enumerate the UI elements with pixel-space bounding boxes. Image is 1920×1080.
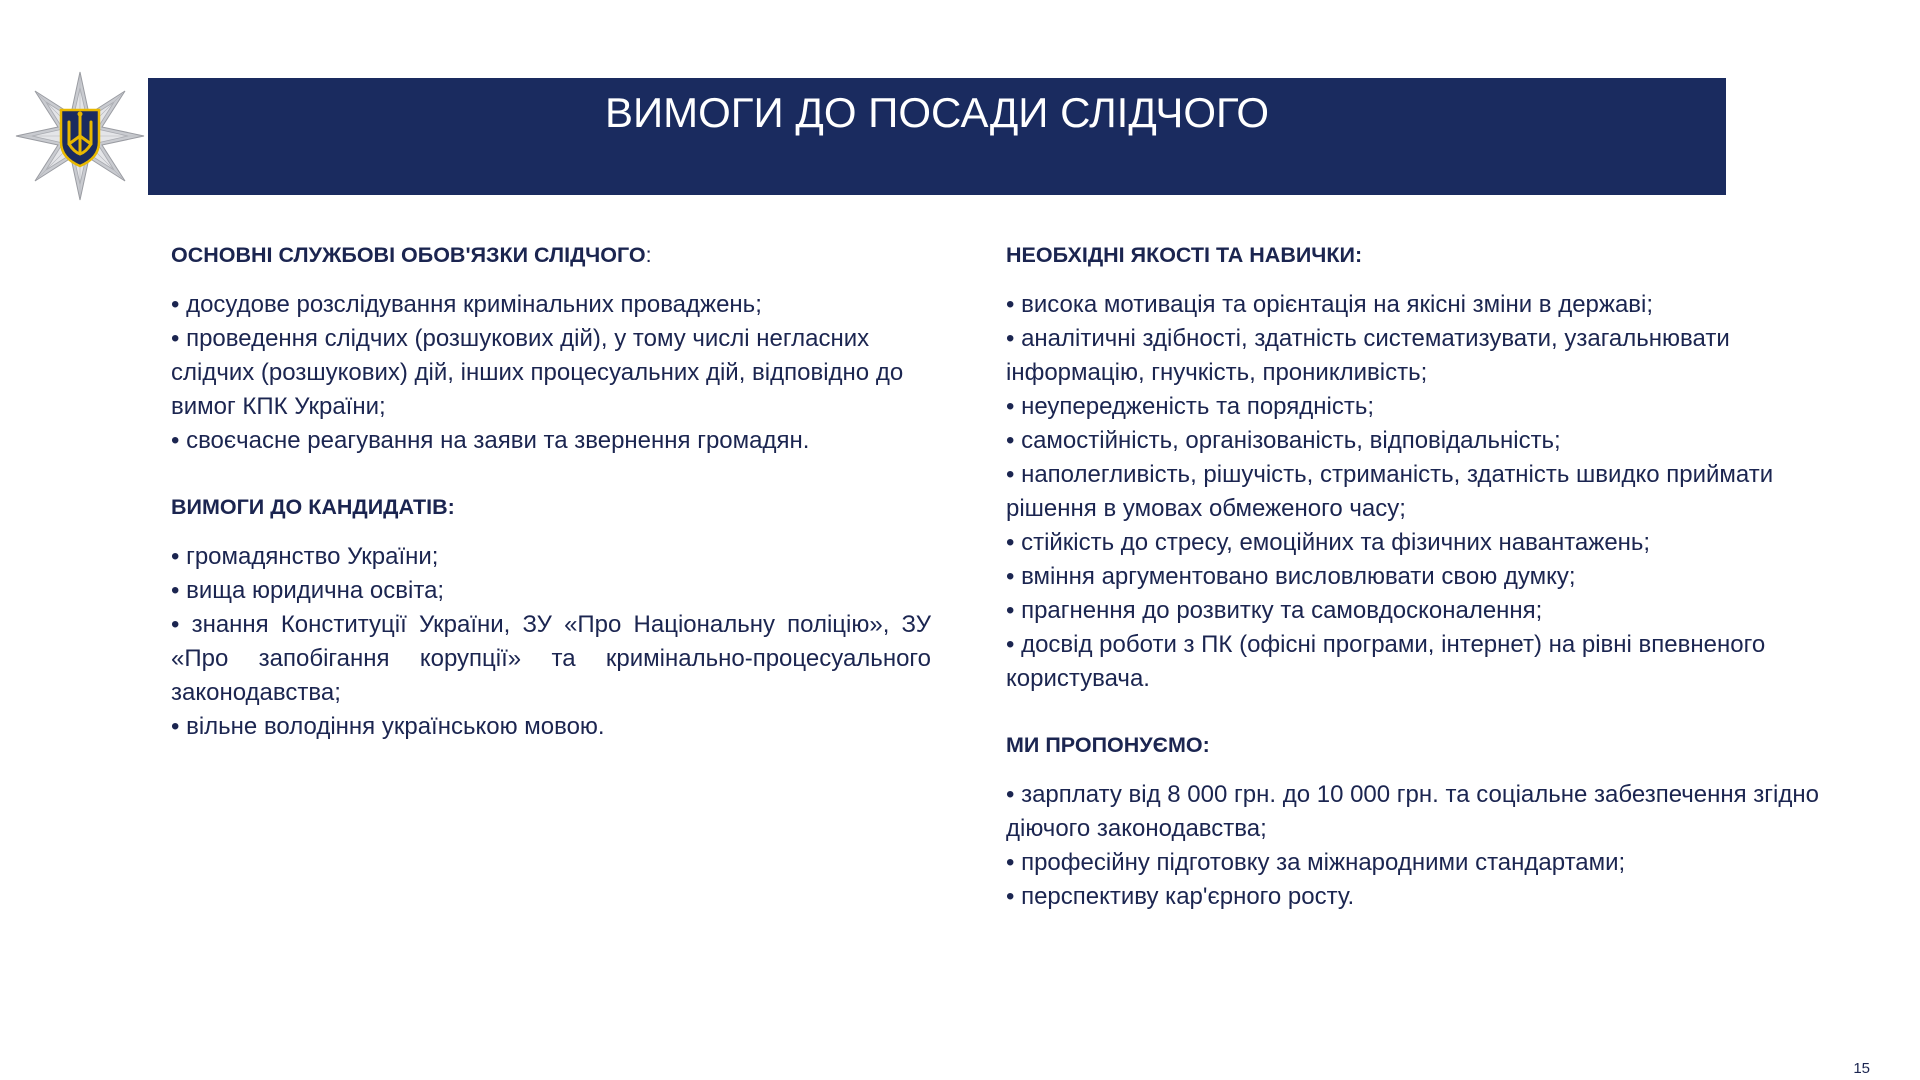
list-item: • зарплату від 8 000 грн. до 10 000 грн. та соціальне забезпечення згідно діючого законодавства; [1006, 778, 1836, 846]
page-title: ВИМОГИ ДО ПОСАДИ СЛІДЧОГО [604, 89, 1270, 136]
page-number: 15 [1853, 1060, 1870, 1077]
duties-list [171, 288, 931, 458]
offer-list [1006, 778, 1836, 914]
list-item: • наполегливість, рішучість, стриманість, здатність швидко приймати рішення в умовах обмеженого часу; [1006, 458, 1836, 526]
qualities-list [1006, 288, 1836, 696]
list-item: • вільне володіння українською мовою. [171, 710, 931, 744]
list-item: • самостійність, організованість, відповідальність; [1006, 424, 1836, 458]
list-item: • своєчасне реагування на заяви та звернення громадян. [171, 424, 931, 458]
list-item: • аналітичні здібності, здатність систематизувати, узагальнювати інформацію, гнучкість, проникливість; [1006, 322, 1836, 390]
left-column [171, 240, 931, 744]
list-item: • стійкість до стресу, емоційних та фізичних навантажень; [1006, 526, 1836, 560]
requirements-list [171, 540, 931, 744]
police-emblem-logo [14, 70, 146, 202]
duties-heading-colon: : [645, 243, 652, 267]
requirements-heading: ВИМОГИ ДО КАНДИДАТІВ: [171, 495, 455, 519]
right-column [1006, 240, 1836, 914]
list-item: • вища юридична освіта; [171, 574, 931, 608]
list-item: • проведення слідчих (розшукових дій), у тому числі негласних слідчих (розшукових) дій, інших процесуальних дій, відповідно до вимог КПК України; [171, 322, 931, 424]
list-item: • вміння аргументовано висловлювати свою думку; [1006, 560, 1836, 594]
list-item: • професійну підготовку за міжнародними стандартами; [1006, 846, 1836, 880]
list-item: • досвід роботи з ПК (офісні програми, інтернет) на рівні впевненого користувача. [1006, 628, 1836, 696]
qualities-heading: НЕОБХІДНІ ЯКОСТІ ТА НАВИЧКИ: [1006, 243, 1363, 267]
offer-heading: МИ ПРОПОНУЄМО: [1006, 733, 1210, 757]
duties-heading [171, 240, 931, 270]
list-item: • досудове розслідування кримінальних проваджень; [171, 288, 931, 322]
list-item: • перспективу кар'єрного росту. [1006, 880, 1836, 914]
list-item: • висока мотивація та орієнтація на якісні зміни в державі; [1006, 288, 1836, 322]
star-badge-icon [14, 70, 146, 202]
list-item: • прагнення до розвитку та самовдосконалення; [1006, 594, 1836, 628]
list-item: • громадянство України; [171, 540, 931, 574]
list-item: • знання Конституції України, ЗУ «Про Національну поліцію», ЗУ «Про запобігання корупції» та кримінально-процесуального законодавства; [171, 608, 931, 710]
duties-heading-text: ОСНОВНІ СЛУЖБОВІ ОБОВ'ЯЗКИ СЛІДЧОГО [171, 243, 646, 267]
title-banner [148, 78, 1726, 195]
list-item: • неупередженість та порядність; [1006, 390, 1836, 424]
